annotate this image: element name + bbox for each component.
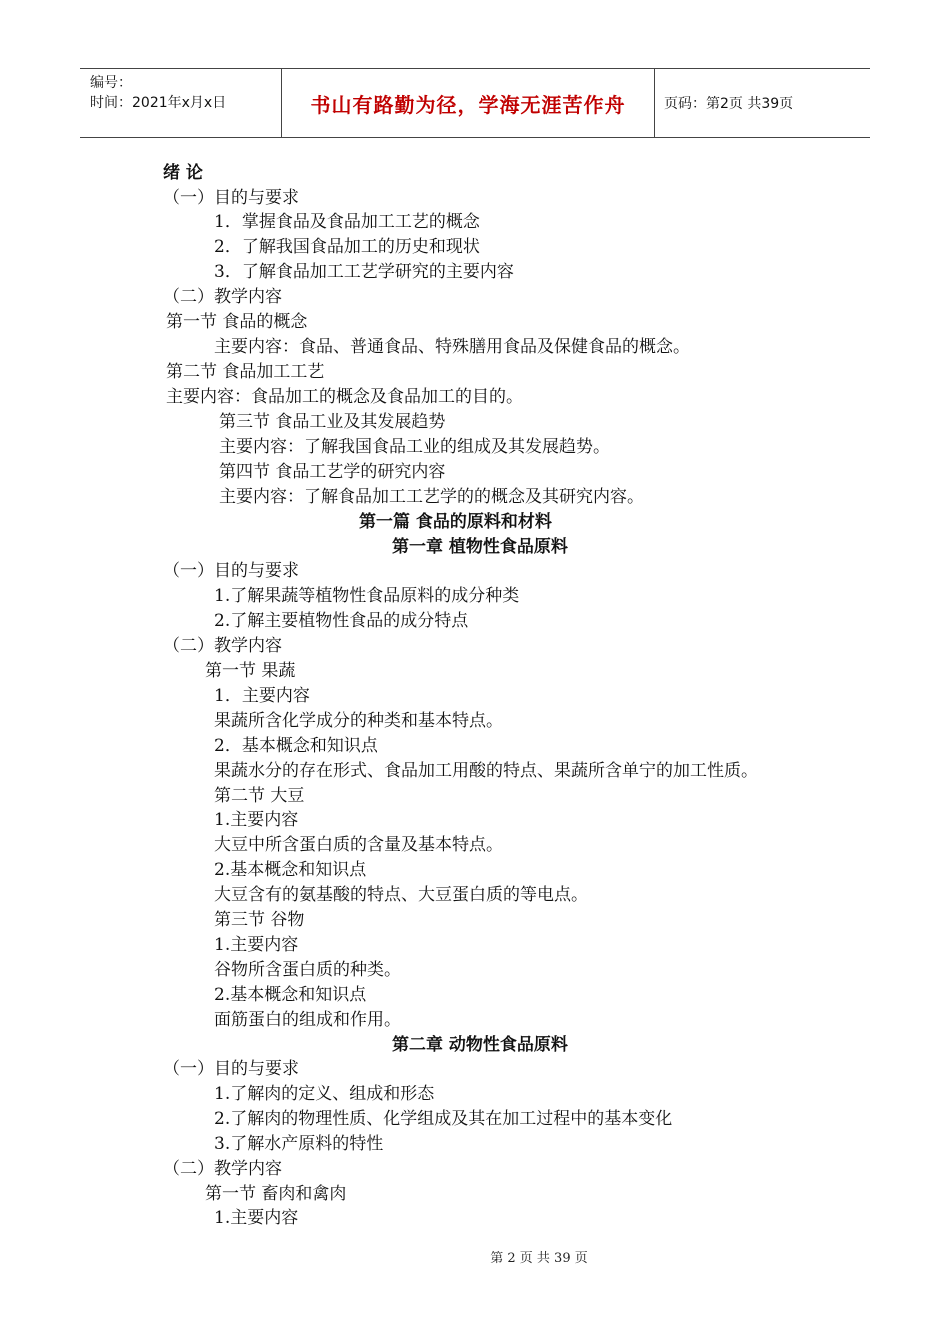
list-item: 2.基本概念和知识点 [214,985,367,1005]
subsection-heading: 第二节 食品加工工艺 [166,362,325,382]
list-item: 2.了解主要植物性食品的成分特点 [214,611,469,631]
subsection-heading: 第一节 果蔬 [205,661,296,681]
subsection-heading: 第三节 食品工业及其发展趋势 [219,412,446,432]
section-heading: （一）目的与要求 [163,561,299,581]
paragraph: 主要内容：了解食品加工工艺学的的概念及其研究内容。 [219,487,644,507]
paragraph: 大豆含有的氨基酸的特点、大豆蛋白质的等电点。 [214,885,588,905]
list-item: 1．主要内容 [214,686,310,706]
list-item: 1.主要内容 [214,935,299,955]
list-item: 1．掌握食品及食品加工工艺的概念 [214,212,480,232]
paragraph: 果蔬水分的存在形式、食品加工用酸的特点、果蔬所含单宁的加工性质。 [214,761,758,781]
page-header [80,68,870,138]
subsection-heading: 第三节 谷物 [214,910,305,930]
list-item: 1.了解果蔬等植物性食品原料的成分种类 [214,586,520,606]
chapter-heading: 第一章 植物性食品原料 [392,537,568,557]
paragraph: 主要内容：食品、普通食品、特殊膳用食品及保健食品的概念。 [214,337,690,357]
chapter-heading: 第二章 动物性食品原料 [392,1035,568,1055]
header-meta [80,69,282,137]
heading-introduction: 绪 论 [163,163,203,183]
document-time-label: 时间：2021年x月x日 [90,95,227,111]
subsection-heading: 第一节 畜肉和禽肉 [205,1184,347,1204]
subsection-heading: 第一节 食品的概念 [166,312,308,332]
list-item: 1.了解肉的定义、组成和形态 [214,1084,435,1104]
paragraph: 大豆中所含蛋白质的含量及基本特点。 [214,835,503,855]
section-heading: （二）教学内容 [163,1159,282,1179]
list-item: 1.主要内容 [214,810,299,830]
paragraph: 主要内容：了解我国食品工业的组成及其发展趋势。 [219,437,610,457]
subsection-heading: 第四节 食品工艺学的研究内容 [219,462,446,482]
list-item: 2．基本概念和知识点 [214,736,378,756]
page-footer: 第 2 页 共 39 页 [490,1251,588,1266]
list-item: 3.了解水产原料的特性 [214,1134,384,1154]
list-item: 2．了解我国食品加工的历史和现状 [214,237,480,257]
section-heading: （二）教学内容 [163,287,282,307]
header-page-info: 页码：第2页 共39页 [664,96,794,112]
section-heading: （一）目的与要求 [163,1059,299,1079]
paragraph: 果蔬所含化学成分的种类和基本特点。 [214,711,503,731]
paragraph: 谷物所含蛋白质的种类。 [214,960,401,980]
paragraph: 主要内容：食品加工的概念及食品加工的目的。 [166,387,523,407]
section-heading: （二）教学内容 [163,636,282,656]
subsection-heading: 第二节 大豆 [214,786,305,806]
list-item: 2.基本概念和知识点 [214,860,367,880]
section-heading: （一）目的与要求 [163,188,299,208]
list-item: 2.了解肉的物理性质、化学组成及其在加工过程中的基本变化 [214,1109,673,1129]
header-motto: 书山有路勤为径，学海无涯苦作舟 [282,69,655,137]
document-number-label: 编号： [90,75,132,91]
paragraph: 面筋蛋白的组成和作用。 [214,1010,401,1030]
list-item: 1.主要内容 [214,1208,299,1228]
part-heading: 第一篇 食品的原料和材料 [359,512,552,532]
list-item: 3．了解食品加工工艺学研究的主要内容 [214,262,514,282]
